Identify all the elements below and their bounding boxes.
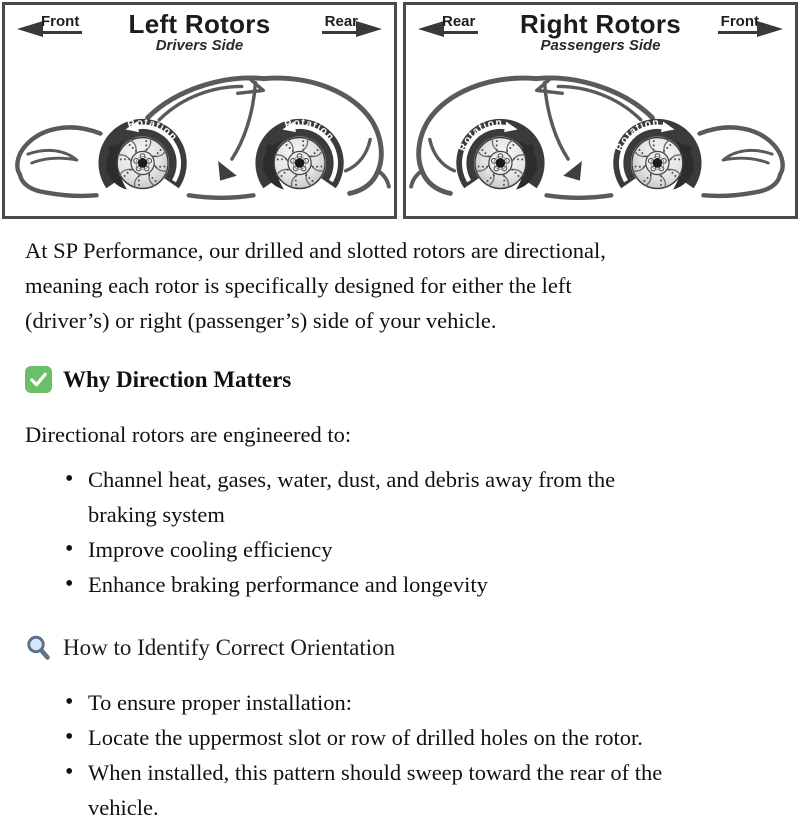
right-car-illustration [406,59,795,214]
direction-label-text: Front [718,13,762,34]
list-item-text: Locate the uppermost slot or row of drilled holes on the rotor. [88,725,643,750]
list-item-text: When installed, this pattern should sweep toward the rear of the vehicle. [88,760,663,820]
left-car-illustration [5,59,394,214]
left-rotors-panel [2,2,397,219]
rear-direction-label [418,13,478,34]
panel-title: Left Rotors [128,9,271,39]
direction-label-text: Front [38,13,82,34]
rotation-label: Rotation [457,117,503,154]
rotor-direction-diagram [0,0,800,219]
arrow-right-icon [757,21,783,37]
list-item [65,532,775,567]
section-heading-how-to-identify [25,630,775,665]
direction-label-text: Rear [439,13,478,34]
section-heading-text: How to Identify Correct Orientation [63,635,396,660]
front-direction-label [17,13,82,34]
check-square-icon [25,366,52,393]
intro-paragraph: At SP Performance, our drilled and slotted rotors are directional, meaning each rotor is specifically designed for either the left (driver’s) or right (passenger’s) side of your vehicle. [25,238,606,333]
right-rotors-panel [403,2,798,219]
list-item [65,720,775,755]
rear-direction-label [322,13,382,34]
list-item-text: Improve cooling efficiency [88,537,333,562]
panel-title: Right Rotors [519,9,682,39]
list-item-text: Channel heat, gases, water, dust, and debris away from the braking system [88,467,616,527]
direction-label-text: Rear [322,13,361,34]
section-heading-why-direction-matters [25,362,775,397]
orientation-list [25,685,775,825]
rotation-label: Rotation [126,117,180,144]
right-panel-header [406,5,795,59]
section-heading-text: Why Direction Matters [63,367,292,392]
list-item [65,755,775,825]
arrow-right-icon [356,21,382,37]
benefits-list [25,462,775,602]
magnifier-icon [25,634,52,661]
left-panel-header [5,5,394,59]
rotation-label: Rotation [283,117,337,144]
rotation-label: Rotation [614,117,660,154]
list-item [65,462,775,532]
list-item [65,567,775,602]
panel-subtitle: Passengers Side [540,37,661,54]
front-direction-label [718,13,783,34]
list-item-text: Enhance braking performance and longevity [88,572,488,597]
list-item [65,685,775,720]
article-body [0,219,800,825]
lead-text: Directional rotors are engineered to: [25,422,352,447]
panel-subtitle: Drivers Side [155,37,244,54]
list-item-text: To ensure proper installation: [88,690,352,715]
